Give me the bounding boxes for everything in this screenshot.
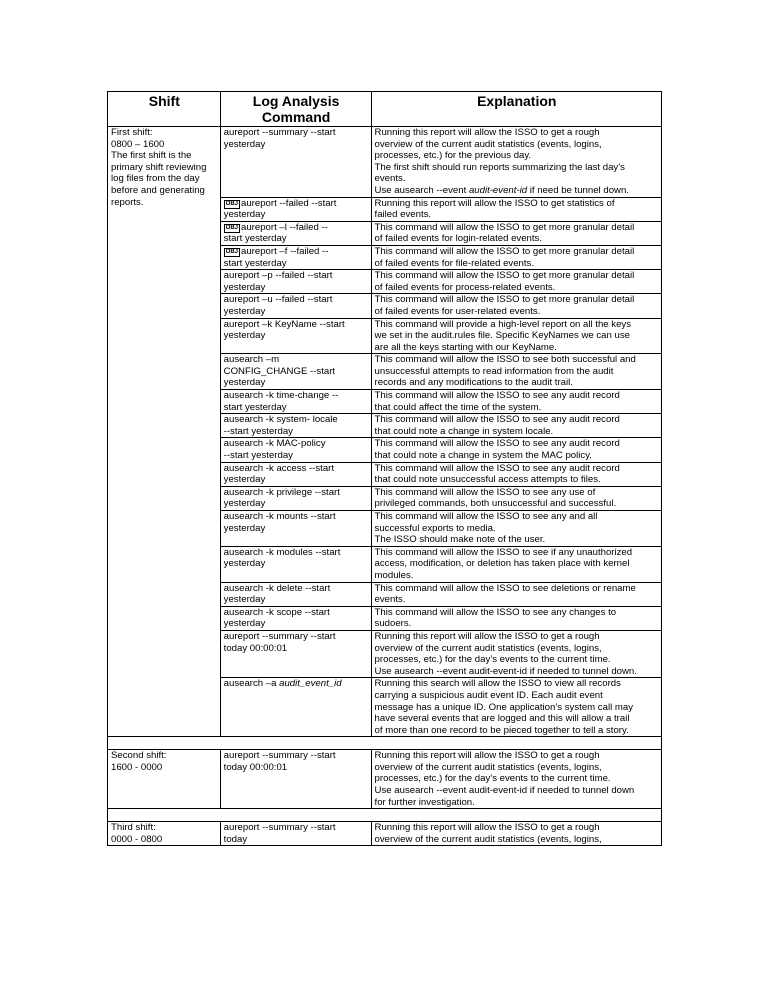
command-text-line: yesterday	[223, 281, 266, 293]
command-text-line: ausearch -k modules --start	[223, 546, 341, 558]
command-text-line: aureport --summary --start	[223, 750, 336, 762]
explanation-cell	[371, 221, 661, 245]
explanation-text-line: unsuccessful attempts to read information from the audit	[374, 365, 614, 377]
spacer-cell	[108, 737, 662, 750]
command-text-line: OBJ aureport --failed --start	[225, 197, 337, 209]
explanation-text-line: This command will provide a high-level report on all the keys	[374, 318, 632, 330]
command-text-line: yesterday	[223, 498, 266, 510]
command-cell	[220, 678, 371, 737]
command-text-line: ausearch -k access --start	[223, 462, 335, 474]
explanation-text-line: that could note unsuccessful access attempts to files.	[374, 474, 601, 486]
explanation-text-line: overview of the current audit statistics (events, logins,	[374, 833, 602, 845]
explanation-text-line: successful exports to media.	[374, 522, 496, 534]
explanation-cell	[371, 197, 661, 221]
shift-log-analysis-table	[107, 91, 662, 846]
command-text-line: ausearch -k privilege --start	[223, 486, 340, 498]
command-text-line: start yesterday	[223, 401, 287, 413]
command-text-line: ausearch -k MAC-policy	[223, 438, 326, 450]
explanation-cell	[371, 318, 661, 354]
command-text-line: yesterday	[223, 594, 266, 606]
explanation-cell	[371, 127, 661, 198]
explanation-text-line: This command will allow the ISSO to see any audit record	[374, 390, 620, 402]
command-text-line: yesterday	[223, 474, 266, 486]
explanation-text-line: carrying a suspicious audit event ID. Each audit event	[374, 689, 603, 701]
explanation-cell	[371, 630, 661, 677]
command-text-line: aureport –k KeyName --start	[223, 318, 345, 330]
command-text-line: OBJ aureport –f --failed --	[225, 245, 329, 257]
explanation-text-line: This command will allow the ISSO to get more granular detail	[374, 270, 635, 282]
third-shift-row	[108, 822, 662, 846]
shift-text-line: log files from the day	[111, 173, 200, 185]
explanation-arg-italic: audit-event-id	[468, 184, 528, 196]
table-row	[108, 127, 662, 198]
shift-text-line: before and generating	[111, 184, 205, 196]
explanation-text-line: Use ausearch --event audit-event-id if need be tunnel down.	[374, 184, 629, 196]
explanation-text-line: that could affect the time of the system.	[374, 401, 542, 413]
command-cell	[220, 390, 371, 414]
command-text-line: yesterday	[223, 558, 266, 570]
explanation-text-line: Running this report will allow the ISSO to get a rough	[374, 630, 600, 642]
command-text-line: start yesterday	[223, 233, 287, 245]
header-shift: Shift	[108, 92, 221, 127]
explanation-text-line: of failed events for process-related events.	[374, 281, 556, 293]
command-text-line: ausearch –m	[223, 354, 280, 366]
shift-cell-first	[108, 127, 221, 737]
command-text-line: aureport --summary --start	[223, 127, 336, 138]
command-cell	[220, 630, 371, 677]
command-cell	[220, 511, 371, 547]
command-text-line: yesterday	[223, 522, 266, 534]
explanation-text-line: Use ausearch --event audit-event-id if needed to tunnel down	[374, 785, 635, 797]
command-text-line: --start yesterday	[223, 450, 293, 462]
explanation-text-line: This command will allow the ISSO to see any changes to	[374, 606, 617, 618]
explanation-text-line: modules.	[374, 569, 414, 581]
explanation-text-line: This command will allow the ISSO to see any audit record	[374, 414, 620, 426]
explanation-cell	[371, 354, 661, 390]
explanation-text-line: message has a unique ID. One application’s system call may	[374, 701, 633, 713]
explanation-text-line: processes, etc.) for the day’s events to the current time.	[374, 773, 611, 785]
explanation-text-line: Running this search will allow the ISSO to view all records	[374, 678, 621, 690]
embedded-object-icon: OBJ	[225, 248, 238, 255]
embedded-object-icon: OBJ	[225, 200, 238, 207]
command-cell	[220, 221, 371, 245]
command-text-line: yesterday	[223, 209, 266, 221]
explanation-text-line: This command will allow the ISSO to see both successful and	[374, 354, 636, 366]
command-text-line: yesterday	[223, 377, 266, 389]
command-cell	[220, 822, 371, 846]
explanation-cell	[371, 414, 661, 438]
command-text-line: yesterday	[223, 618, 266, 630]
command-cell	[220, 606, 371, 630]
explanation-text-line: that could note a change in system locale.	[374, 425, 554, 437]
explanation-text-line: of failed events for user-related events.	[374, 305, 541, 317]
explanation-text-line: Running this report will allow the ISSO to get a rough	[374, 822, 600, 834]
command-cell	[220, 127, 371, 198]
embedded-object-icon: OBJ	[225, 224, 238, 231]
command-cell	[220, 462, 371, 486]
explanation-text-line: overview of the current audit statistics (events, logins,	[374, 138, 602, 150]
explanation-text-line: events.	[374, 594, 406, 606]
command-cell	[220, 582, 371, 606]
shift-cell-second	[108, 750, 221, 809]
explanation-text-line: are all the keys starting with our KeyName.	[374, 341, 557, 353]
explanation-text-line: This command will allow the ISSO to see any audit record	[374, 438, 620, 450]
explanation-text-line: overview of the current audit statistics (events, logins,	[374, 642, 602, 654]
explanation-text-line: The first shift should run reports summarizing the last day’s	[374, 161, 625, 173]
explanation-cell	[371, 438, 661, 462]
explanation-cell	[371, 390, 661, 414]
explanation-cell	[371, 822, 661, 846]
explanation-cell	[371, 582, 661, 606]
explanation-text-line: The ISSO should make note of the user.	[374, 534, 546, 546]
shift-text-line: 1600 - 0000	[111, 761, 163, 773]
table-body	[108, 127, 662, 846]
explanation-text-line: processes, etc.) for the previous day.	[374, 150, 532, 162]
command-cell	[220, 245, 371, 269]
header-row	[108, 92, 662, 127]
explanation-text-line: events.	[374, 173, 406, 185]
explanation-text-line: records and any modifications to the audit trail.	[374, 377, 573, 389]
explanation-text-line: This command will allow the ISSO to see if any unauthorized	[374, 546, 633, 558]
explanation-cell	[371, 678, 661, 737]
command-text-line: yesterday	[223, 138, 266, 150]
command-text-line: today 00:00:01	[223, 642, 288, 654]
explanation-text-line: Running this report will allow the ISSO to get a rough	[374, 750, 600, 762]
explanation-cell	[371, 546, 661, 582]
explanation-text-line: This command will allow the ISSO to see any use of	[374, 486, 596, 498]
explanation-cell	[371, 245, 661, 269]
command-text-line: aureport –u --failed --start	[223, 294, 333, 306]
explanation-text-line: for further investigation.	[374, 796, 475, 808]
command-cell	[220, 294, 371, 318]
explanation-text-line: Use ausearch --event audit-event-id if needed to tunnel down.	[374, 665, 637, 677]
command-text-line: CONFIG_CHANGE --start	[223, 365, 336, 377]
command-cell	[220, 197, 371, 221]
explanation-text-line: This command will allow the ISSO to see any and all	[374, 511, 598, 522]
explanation-text-line: of more than one record to be pieced together to tell a story.	[374, 724, 629, 736]
explanation-text-line: Running this report will allow the ISSO to get a rough	[374, 127, 600, 138]
shift-text-line: primary shift reviewing	[111, 161, 207, 173]
second-shift-row	[108, 750, 662, 809]
explanation-text-line: This command will allow the ISSO to see any audit record	[374, 462, 620, 474]
explanation-cell	[371, 462, 661, 486]
explanation-text-line: that could note a change in system the MAC policy.	[374, 450, 592, 462]
command-text-line: ausearch -k scope --start	[223, 606, 330, 618]
explanation-text-line: privileged commands, both unsuccessful and successful.	[374, 498, 617, 510]
explanation-cell	[371, 270, 661, 294]
explanation-text-line: sudoers.	[374, 618, 412, 630]
shift-cell-third	[108, 822, 221, 846]
header-explanation: Explanation	[371, 92, 661, 127]
explanation-text-line: This command will allow the ISSO to get more granular detail	[374, 294, 635, 306]
command-text-line: ausearch –a audit_event_id	[223, 678, 342, 690]
command-text-line: ausearch -k delete --start	[223, 582, 331, 594]
spacer-row	[108, 809, 662, 822]
explanation-cell	[371, 294, 661, 318]
explanation-text-line: Running this report will allow the ISSO to get statistics of	[374, 197, 615, 209]
command-text-line: ausearch -k time-change --	[223, 390, 339, 402]
command-text-line: today	[223, 833, 248, 845]
command-cell	[220, 414, 371, 438]
shift-text-line: First shift:	[111, 127, 153, 138]
command-text-line: ausearch -k mounts --start	[223, 511, 336, 522]
explanation-text-line: overview of the current audit statistics (events, logins,	[374, 761, 602, 773]
explanation-text-line: have several events that are logged and this will allow a trail	[374, 713, 630, 725]
command-text-line: yesterday	[223, 305, 266, 317]
shift-text-line: The first shift is the	[111, 150, 192, 162]
shift-text-line: 0800 – 1600	[111, 138, 165, 150]
command-text-line: yesterday	[223, 330, 266, 342]
explanation-text-line: This command will allow the ISSO to get more granular detail	[374, 221, 635, 233]
command-text-line: ausearch -k system- locale	[223, 414, 338, 426]
command-arg-italic: audit_event_id	[279, 678, 342, 690]
command-text-line: today 00:00:01	[223, 761, 288, 773]
explanation-text-line: we set in the audit.rules file. Specific KeyNames we can use	[374, 330, 630, 342]
shift-text-line: Second shift:	[111, 750, 167, 762]
shift-text-line: reports.	[111, 196, 144, 208]
explanation-text-line: This command will allow the ISSO to get more granular detail	[374, 245, 635, 257]
command-cell	[220, 270, 371, 294]
shift-text-line: 0000 - 0800	[111, 833, 163, 845]
command-cell	[220, 546, 371, 582]
spacer-row	[108, 737, 662, 750]
explanation-text-line: access, modification, or deletion has taken place with kernel	[374, 558, 630, 570]
command-cell	[220, 486, 371, 510]
shift-text-line: Third shift:	[111, 822, 156, 834]
command-text-line: --start yesterday	[223, 425, 293, 437]
explanation-cell	[371, 511, 661, 547]
command-cell	[220, 438, 371, 462]
explanation-cell	[371, 606, 661, 630]
command-text-line: aureport –p --failed --start	[223, 270, 333, 282]
explanation-cell	[371, 750, 661, 809]
command-cell	[220, 318, 371, 354]
explanation-cell	[371, 486, 661, 510]
command-text-line: aureport --summary --start	[223, 630, 336, 642]
explanation-text-line: failed events.	[374, 209, 432, 221]
command-text-line: OBJ aureport –l --failed --	[225, 221, 328, 233]
command-text-line: start yesterday	[223, 257, 287, 269]
explanation-text-line: of failed events for file-related events.	[374, 257, 534, 269]
command-cell	[220, 354, 371, 390]
command-text-line: aureport --summary --start	[223, 822, 336, 834]
explanation-text-line: processes, etc.) for the day’s events to the current time.	[374, 654, 611, 666]
command-cell	[220, 750, 371, 809]
explanation-text-line: of failed events for login-related events.	[374, 233, 543, 245]
spacer-cell	[108, 809, 662, 822]
explanation-text-line: This command will allow the ISSO to see deletions or rename	[374, 582, 636, 594]
header-command: Log Analysis Command	[220, 92, 371, 127]
